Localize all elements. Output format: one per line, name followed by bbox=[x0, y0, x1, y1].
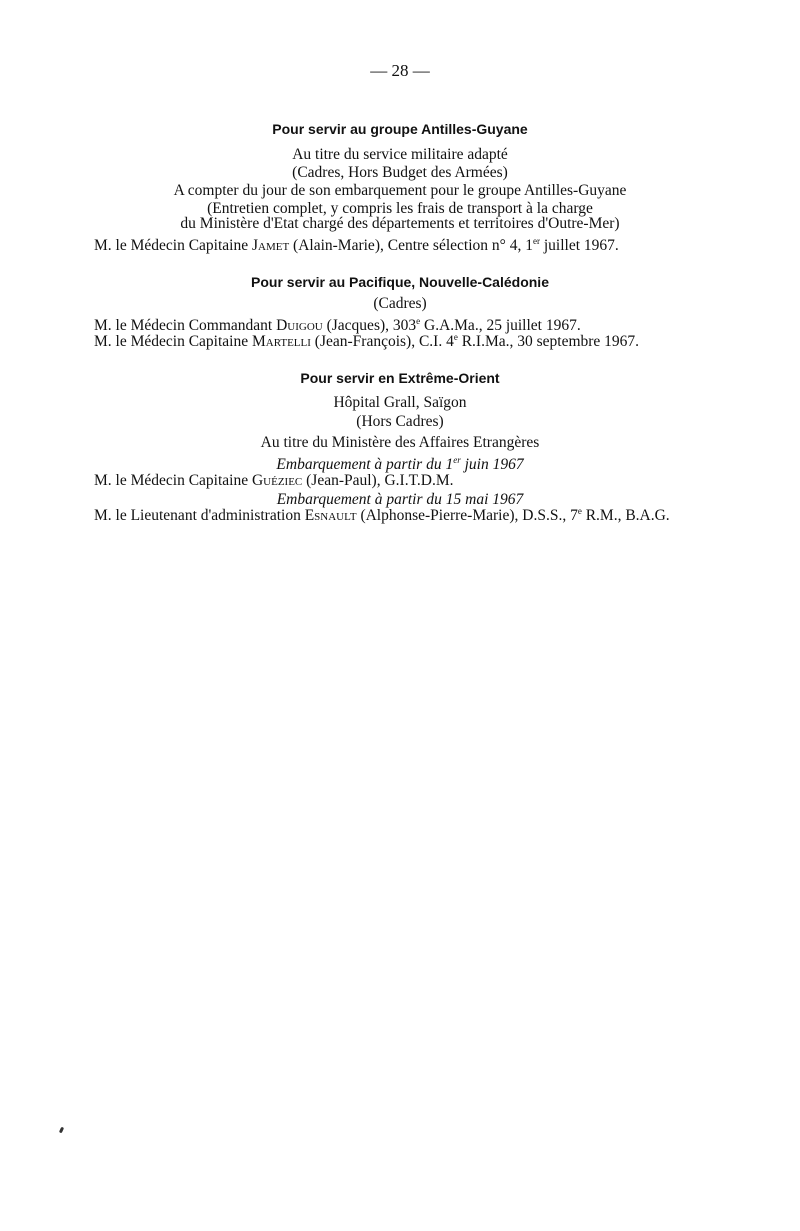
embarkation-date-1: Embarquement à partir du 1er juin 1967 bbox=[276, 455, 524, 473]
person-name: Martelli bbox=[251, 333, 311, 350]
person-name: Duigou bbox=[276, 317, 323, 334]
section-heading-extreme-orient: Pour servir en Extrême-Orient bbox=[300, 370, 500, 386]
section1-line: (Entretien complet, y compris les frais de transport à la charge bbox=[207, 200, 593, 217]
entry-gueziec: M. le Médecin Capitaine Guéziec (Jean-Paul), G.I.T.D.M. bbox=[94, 472, 454, 489]
section-heading-antilles-guyane: Pour servir au groupe Antilles-Guyane bbox=[272, 121, 528, 137]
section1-line: A compter du jour de son embarquement pour le groupe Antilles-Guyane bbox=[173, 182, 627, 199]
person-name: Jamet bbox=[251, 237, 290, 254]
section1-line: du Ministère d'Etat chargé des départements et territoires d'Outre-Mer) bbox=[180, 215, 620, 232]
entry-duigou: M. le Médecin Commandant Duigou (Jacques), 303e G.A.Ma., 25 juillet 1967. bbox=[94, 316, 581, 334]
entry-martelli: M. le Médecin Capitaine Martelli (Jean-François), C.I. 4e R.I.Ma., 30 septembre 1967. bbox=[94, 332, 640, 350]
page-number: — 28 — bbox=[370, 61, 430, 80]
section3-line: Au titre du Ministère des Affaires Etrangères bbox=[260, 434, 540, 451]
embarkation-date-2: Embarquement à partir du 15 mai 1967 bbox=[276, 491, 524, 508]
entry-jamet: M. le Médecin Capitaine Jamet (Alain-Marie), Centre sélection n° 4, 1er juillet 1967. bbox=[94, 236, 619, 254]
person-name: Esnault bbox=[304, 507, 357, 524]
entry-esnault: M. le Lieutenant d'administration Esnault (Alphonse-Pierre-Marie), D.S.S., 7e R.M., B.A.G. bbox=[94, 506, 670, 524]
section1-line: (Cadres, Hors Budget des Armées) bbox=[292, 164, 508, 181]
ink-speck bbox=[59, 1127, 64, 1134]
section1-line: Au titre du service militaire adapté bbox=[292, 146, 508, 163]
section2-subheading: (Cadres) bbox=[373, 295, 427, 312]
person-name: Guéziec bbox=[251, 472, 303, 489]
section-heading-pacifique: Pour servir au Pacifique, Nouvelle-Calédonie bbox=[251, 274, 549, 290]
section3-line: Hôpital Grall, Saïgon bbox=[333, 394, 467, 411]
section3-line: (Hors Cadres) bbox=[356, 413, 444, 430]
